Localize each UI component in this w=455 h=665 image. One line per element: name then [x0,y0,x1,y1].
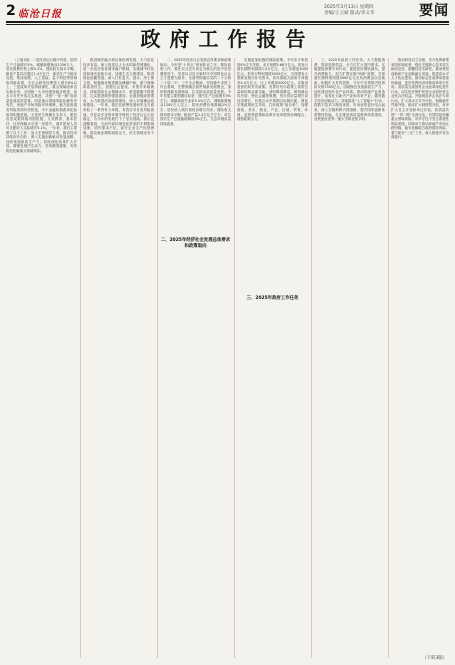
article-column-5 [314,58,385,658]
column-text: （上接1版）二是经济运行稳中有进，国内生产总值增长5%，城镇新增就业1256万人，居民消费价格上涨0.2%，国际收支基本平衡。粮食产量首次超过1.4万亿斤，新质生产力稳步发展，集成电路、人工智能、量子科技等领域取得新成果，全社会研发经费投入增长8%以上。三是改革开放持续深化，重点领域改革迈出新步伐，全国统一大市场建设稳步推进，高水平对外开放扎实推进，共建“一带一路”高质量发展成效显著。四是重点领域风险化解有序有效，房地产市场风险有所缓释，地方政府债务风险得到有效防范，中小金融机构改革化险取得积极进展。五是民生保障扎实有力，脱贫攻坚成果持续巩固拓展，义务教育、基本医疗、住房保障水平进一步提升，城乡居民人均可支配收入实际增长5.1%。一年来，我们主要做了以下工作：加大宏观调控力度，推动经济持续回升向好；深入实施创新驱动发展战略，加快发展新质生产力；持续深化改革扩大开放，增强发展内生动力；坚持精准施策，有效防范化解重点领域风险。 [6,58,77,153]
page-number: 2 [6,3,16,19]
issue-editors: 责编/王云斌 版式/李义华 [324,11,375,16]
article-column-6 [391,58,449,658]
column-text: 二、2025年经济社会发展总体要求和政策取向。今年是“十四五”规划收官之年。做好政府工作，要在以习近平同志为核心的党中央坚强领导下，坚持以习近平新时代中国特色社会主义思想为指导，全面贯彻落实党的二十大和二十届二中、三中全会精神，坚持稳中求进工作总基调，完整准确全面贯彻新发展理念，加快构建新发展格局，扎实推动高质量发展。今年发展主要预期目标是：国内生产总值增长5%左右；城镇调查失业率5.5%左右，城镇新增就业1200万人以上；居民消费价格涨幅2%左右；居民收入增长和经济增长同步；国际收支保持基本平衡；粮食产量1.4万亿斤左右；单位国内生产总值能耗降低3%左右，生态环境质量持续改善。 [160,58,231,126]
masthead-rule [6,21,449,23]
subheading-tasks: 三、2025年政府工作任务 [237,296,308,302]
article-column-2 [83,58,154,658]
issue-info [324,5,375,17]
masthead [6,3,449,21]
continued-label: （下转3版） [422,656,447,661]
newspaper-name: 临沧日报 [18,9,62,20]
page-headline: 政府工作报告 [140,27,315,51]
column-text: 三、2025年政府工作任务。大力提振消费、提高投资效益，全方位扩大国内需求。实施提振消费专项行动，促进居民增收减负，提升消费能力。加力扩围实施“两新”政策，安排超长期特别国债3000亿元支持消费品以旧换新。积极扩大有效投资，今年中央预算内投资拟安排7350亿元。因地制宜发展新质生产力，加快建设现代化产业体系。推动传统产业改造提升，培育壮大新兴产业和未来产业，激发数字经济创新活力。持续推进“人工智能+”行动，将数字技术与制造优势、市场优势更好结合起来。深入实施科教兴国战略，提升国家创新体系整体效能。扎实推进高质量教育体系建设，加快建设世界一流大学和优势学科。 [314,58,385,122]
column-divider [311,58,312,658]
column-text: 推进城乡融合和区域协调发展，大力优化经济布局。深入推进以人为本的新型城镇化，进一步放开放宽城市落户限制，实施城中村改造和城市更新行动。加强生态文明建设，推进绿色低碳发展。深入打好蓝天、碧水、净土保卫战，积极稳妥推进碳达峰碳中和。着力保障和改善民生，加强社会建设。多措并举稳就业，持续提高社会保障水平，推进健康中国建设，扎实推进教育强国建设。全面加强政府建设，大力推进法治政府建设，深入开展廉洁政府建设。一年来，我们在统筹发展和安全方面采取了一系列有力举措，有效应对各类风险挑战，在复杂多变的环境中保持了经济社会大局稳定，为今年的发展打下了坚实基础。我们也清醒看到，当前外部环境变化带来的不利影响加深，国内需求不足，部分企业生产经营困难，群众就业增收面临压力，民生领域还有不少短板。 [83,58,154,140]
issue-date: 2025年3月13日 星期四 [324,5,374,10]
column-divider [80,58,81,658]
column-divider [234,58,235,658]
column-text: 实施更加积极的财政政策。今年赤字率拟按4%左右安排，赤字规模5.66万亿元。拟发行超长期特别国债1.3万亿元，比上年增加3000亿元。拟发行特别国债5000亿元，支持国有大型商业银行补充资本。拟安排地方政府专项债券4.4万亿元，比上年增加5000亿元。实施适度宽松的货币政策。发挥好货币政策工具的总量和结构双重功能，适时降准降息，保持流动性充裕，使社会融资规模、货币供应量增长同经济增长、价格总水平预期目标相匹配。强化宏观政策民生导向，打好政策“组合拳”。加强财政、货币、就业、产业、区域、贸易、环保、监管等政策和改革开放举措的协调配合，增强政策合力。 [237,58,308,122]
column-text: 推动科技自立自强，充分发挥新型举国体制优势，强化关键核心技术攻关和前沿性、颠覆性技术研发。推动科技创新和产业创新融合发展。推进高水平人才队伍建设。推动标志性改革举措加快落地，更好发挥经济体制改革牵引作用。高质量完成国有企业改革深化提升行动，切实依法保护民营企业和民营企业家合法权益。开展规范涉企执法专项行动。扩大高水平对外开放，积极稳外贸稳外资。稳步扩大制度型开放，有序扩大自主开放和单边开放。高质量共建“一带一路”走深走实。有效防范化解重点领域风险，牢牢守住不发生系统性风险底线。持续用力推动房地产市场止跌回稳，稳妥化解地方政府债务风险。着力抓好“三农”工作，深入推进乡村全面振兴。 [391,58,449,140]
column-divider [157,58,158,658]
section-title: 要闻 [419,3,449,19]
subheading-policy: 二、2025年经济社会发展总体要求和政策取向 [160,238,231,249]
article-column-1 [6,58,77,658]
column-divider [388,58,389,658]
masthead-rule-thin [6,24,449,25]
article-column-4 [237,58,308,658]
article-column-3 [160,58,231,658]
